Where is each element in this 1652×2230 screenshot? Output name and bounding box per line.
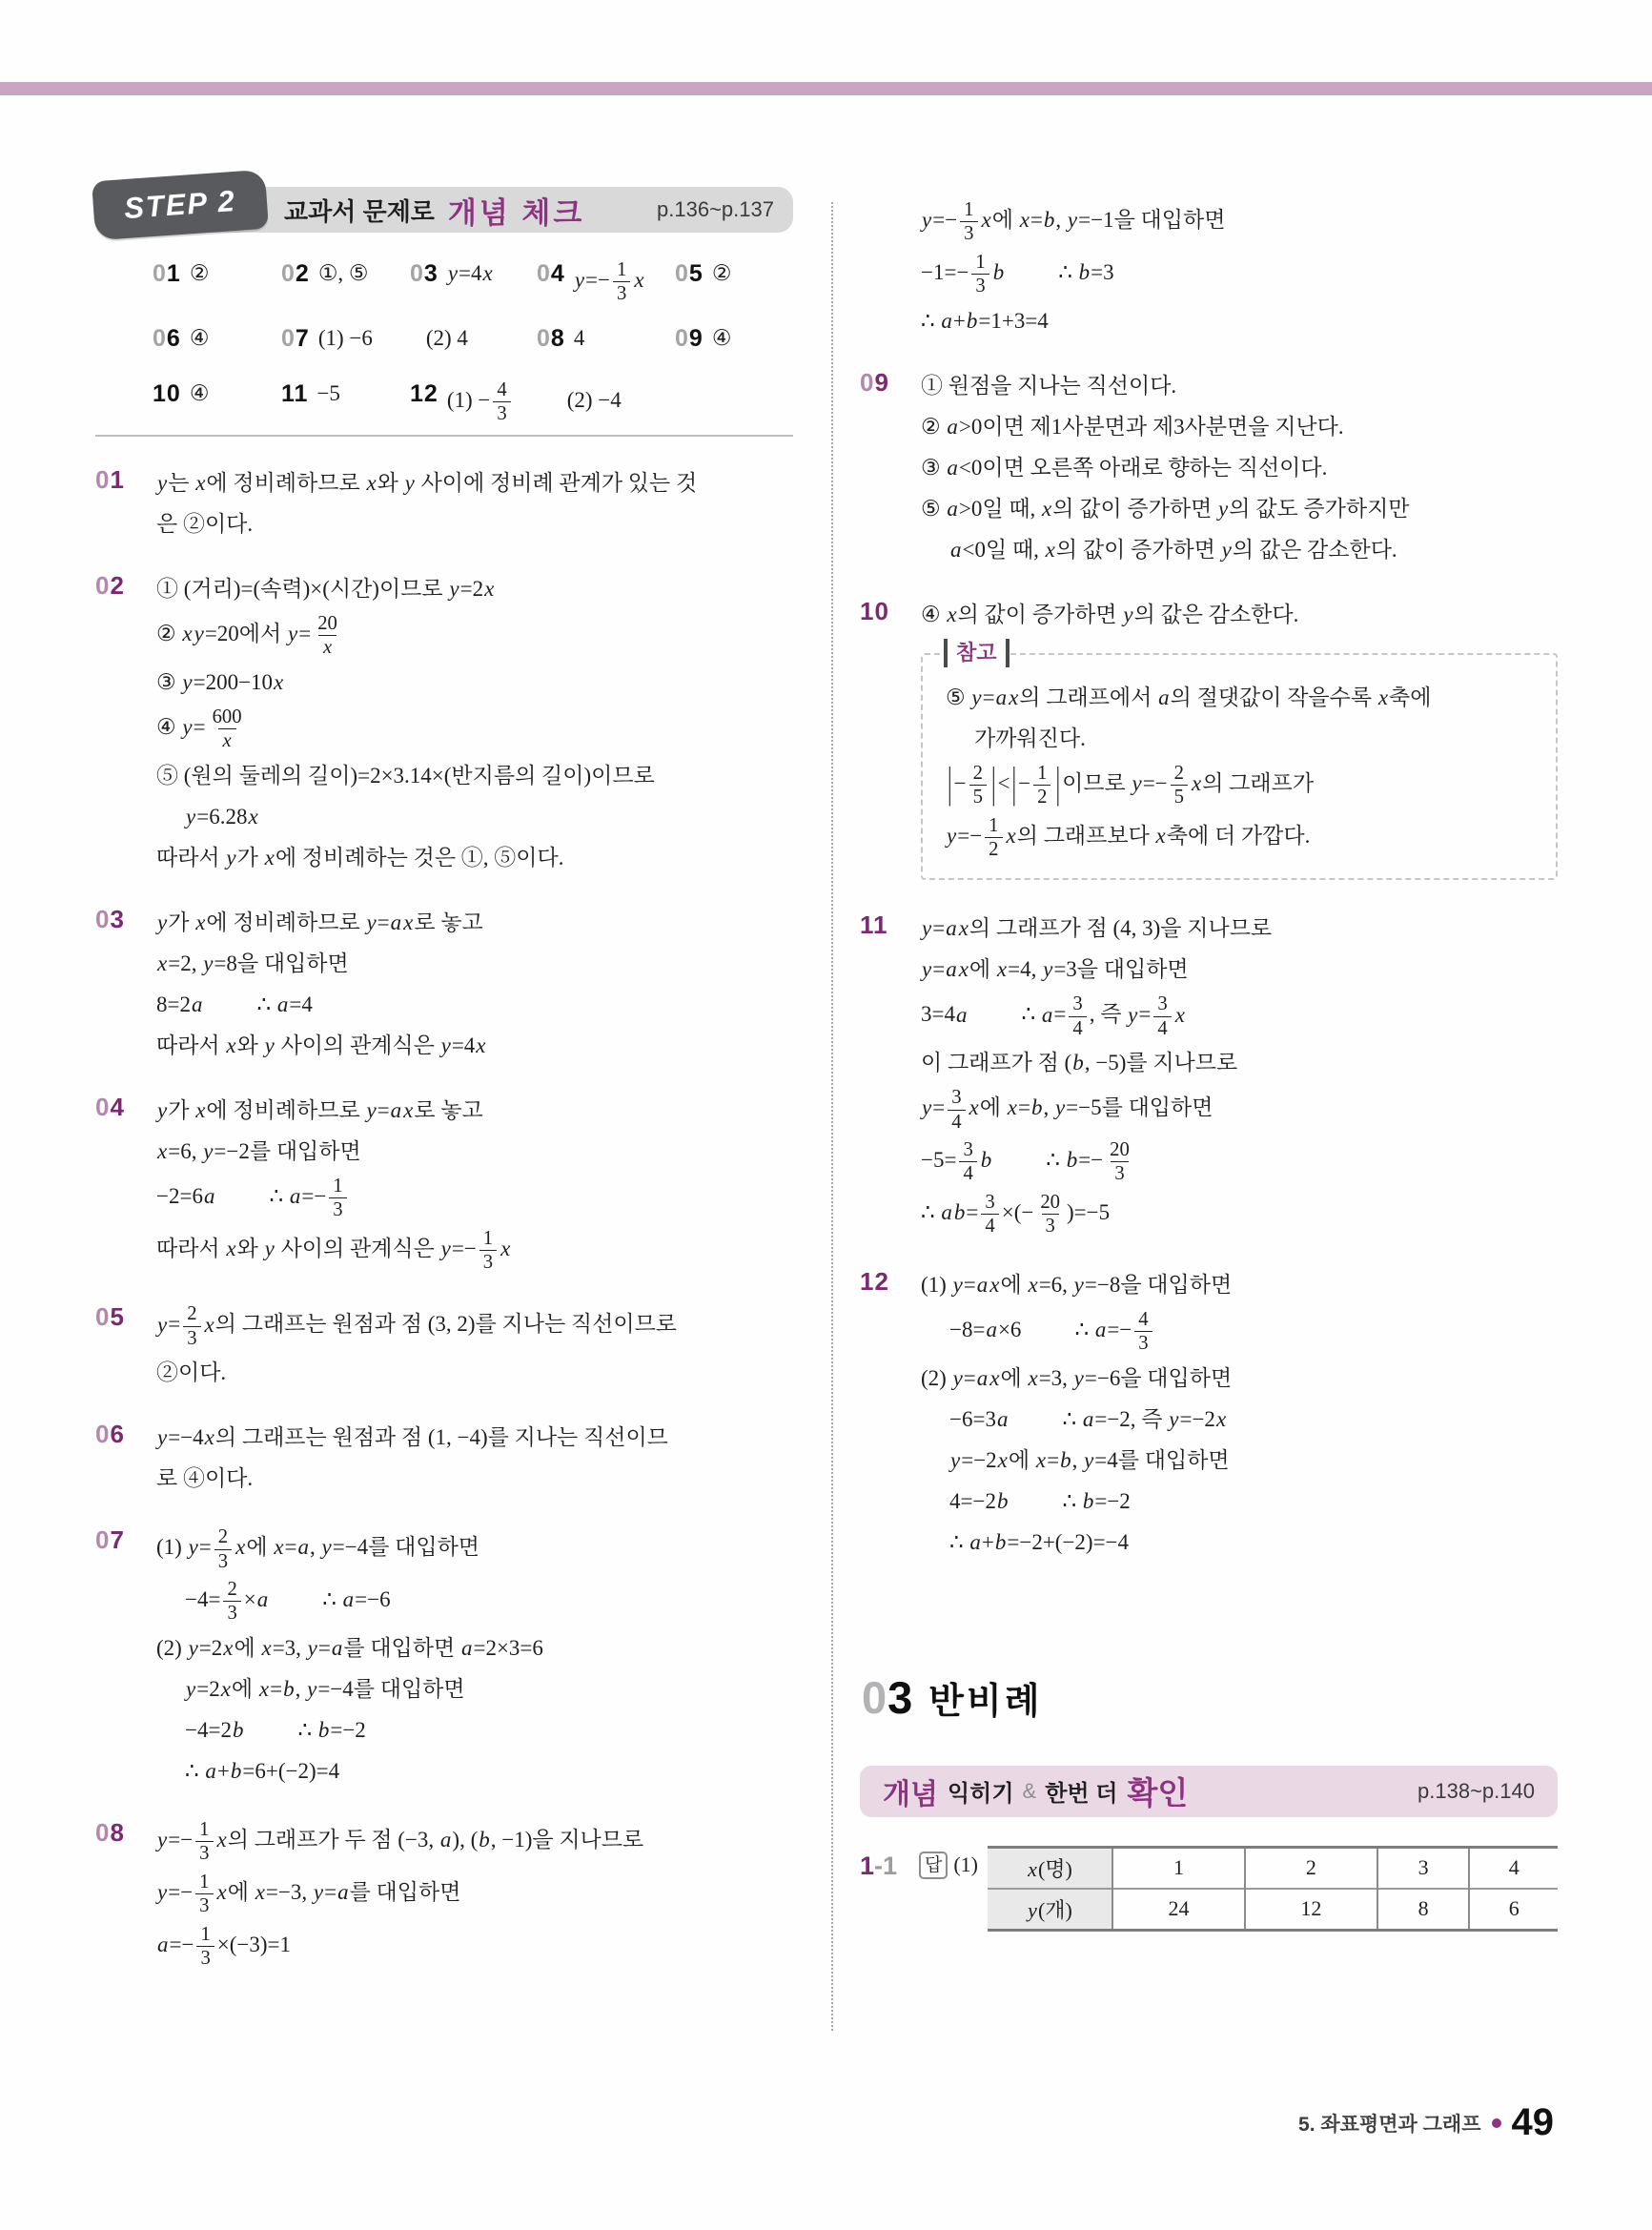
abs-bar: | xyxy=(1055,758,1061,807)
fraction: $\frac{1}{3}$ xyxy=(196,1923,214,1971)
table-row-header: x(명) xyxy=(988,1847,1112,1889)
solution-item xyxy=(860,907,1558,1241)
concept-bar-word4: 확인 xyxy=(1127,1775,1189,1811)
fraction: $\frac{20}{3}$ xyxy=(1110,1139,1130,1185)
solution-item xyxy=(95,1814,793,1974)
answer-item-11 xyxy=(281,378,340,410)
solution-line: −2=6a ∴ a=− $\frac{1}{3}$ xyxy=(156,1174,793,1223)
solution-body xyxy=(921,1263,1558,1565)
fraction: $\frac{2}{3}$ xyxy=(214,1525,232,1573)
fraction: $\frac{2}{3}$ xyxy=(223,1578,240,1626)
section-number-black: 3 xyxy=(887,1671,914,1723)
solution-number: 11 xyxy=(860,910,888,940)
solution-line: y는 x에 정비례하므로 x와 y 사이에 정비례 관계가 있는 것 xyxy=(157,471,698,495)
table-row xyxy=(988,1847,1558,1889)
answer-label-box: 답 xyxy=(919,1852,948,1879)
footer-page-number: 49 xyxy=(1511,2101,1554,2143)
answer-number: 07 xyxy=(281,325,310,352)
solution-line: y=− $\frac{1}{2}$ x의 그래프보다 x축에 더 가깝다. xyxy=(947,814,1311,860)
footer-bullet-icon xyxy=(1492,2118,1501,2128)
answer-value: ② xyxy=(189,261,210,285)
table-cell: 6 xyxy=(1469,1889,1558,1931)
fraction: $\frac{2}{5}$ xyxy=(1171,762,1188,809)
solution-body xyxy=(156,1814,793,1974)
solution-line: ∴ a+b=6+(−2)=4 xyxy=(185,1758,340,1783)
fraction: $\frac{4}{3}$ xyxy=(493,378,510,426)
solution-line: ⑤ a>0일 때, x의 값이 증가하면 y의 값도 증가하지만 xyxy=(921,496,1410,521)
solution-line: 8=2a ∴ a=4 xyxy=(156,992,313,1016)
solution-line: y=− $\frac{1}{3}$ x에 x=−3, y=a를 대입하면 xyxy=(157,1871,461,1917)
header-title-prefix: 교과서 문제로 xyxy=(284,196,435,226)
answer-value: ④ xyxy=(711,326,732,350)
section-number xyxy=(862,1671,913,1724)
answer-key-divider xyxy=(95,435,793,437)
answer-value: ② xyxy=(711,261,732,285)
solution-body xyxy=(156,901,793,1068)
solution-line: y=2x에 x=b, y=−4를 대입하면 xyxy=(186,1676,465,1701)
concept-bar xyxy=(860,1766,1558,1817)
answer-number: 06 xyxy=(153,325,181,352)
solution-line: 따라서 y가 x에 정비례하는 것은 ①, ⑤이다. xyxy=(156,845,564,869)
problem-1-1 xyxy=(860,1846,1558,1932)
solution-body xyxy=(156,1522,793,1793)
abs-bar: | xyxy=(1011,758,1017,807)
answer-value: y=− $\frac{1}{3}$ x xyxy=(574,259,644,305)
solution-item xyxy=(860,194,1558,343)
answer-number: 04 xyxy=(537,260,565,287)
solution-number: 08 xyxy=(95,1817,125,1847)
solution-number: 02 xyxy=(95,571,125,600)
solution-number: 04 xyxy=(95,1092,125,1121)
solution-line: y=− $\frac{1}{3}$ x의 그래프가 두 점 (−3, a), (b, −1)을 지나므로 xyxy=(157,1818,644,1865)
fraction: $\frac{1}{3}$ xyxy=(329,1175,346,1222)
solution-line: −4=2b ∴ b=−2 xyxy=(185,1717,366,1742)
footer-chapter-title: 5. 좌표평면과 그래프 xyxy=(1298,2113,1481,2136)
answer-value: (1) −6 (2) 4 xyxy=(317,326,468,350)
solution-line: |− $\frac{2}{5}$ |<|− $\frac{1}{2}$ |이므로 y=− $\frac{2}{5}$ x의 그래프가 xyxy=(946,761,1539,810)
solution-line: 은 ②이다. xyxy=(156,512,254,536)
solution-line: ① (거리)=(속력)×(시간)이므로 y=2x xyxy=(156,577,495,601)
answer-part-label: (1) xyxy=(953,1852,979,1877)
fraction: $\frac{1}{2}$ xyxy=(985,814,1002,862)
solution-line: x=2, y=8을 대입하면 xyxy=(157,951,349,975)
reference-box-label: 참고 xyxy=(944,639,1010,667)
fraction: $\frac{20}{x}$ xyxy=(317,613,337,659)
answer-item-12 xyxy=(410,378,622,427)
solution-line: 3=4a ∴ a= $\frac{3}{4}$ , 즉 y= $\frac{3}{4}$ x xyxy=(921,993,1185,1039)
solution-body xyxy=(156,461,793,546)
step2-badge xyxy=(92,170,269,241)
answer-key xyxy=(95,256,793,429)
solutions-left xyxy=(95,461,793,1974)
answer-lead xyxy=(919,1846,978,1879)
page-footer xyxy=(1298,2101,1554,2144)
solution-item xyxy=(95,567,793,880)
solution-line: −6=3a ∴ a=−2, 즉 y=−2x xyxy=(949,1406,1227,1431)
concept-bar-word2: 익히기 xyxy=(947,1781,1014,1808)
fraction: $\frac{3}{4}$ xyxy=(1153,992,1171,1040)
reference-box xyxy=(921,640,1558,881)
fraction: $\frac{1}{3}$ xyxy=(971,251,989,298)
step2-header xyxy=(95,177,793,240)
solution-line: y= $\frac{2}{3}$ x의 그래프는 원점과 점 (3, 2)를 지나는 직선이므로 xyxy=(157,1303,678,1349)
solution-line: −1=− $\frac{1}{3}$ b ∴ b=3 xyxy=(921,251,1114,297)
solution-body xyxy=(921,907,1558,1241)
xy-value-table xyxy=(988,1846,1558,1932)
abs-bar: | xyxy=(990,758,996,807)
concept-bar-word1: 개념 xyxy=(883,1778,938,1811)
table-cell: 4 xyxy=(1469,1847,1558,1889)
concept-bar-page-range: p.138~p.140 xyxy=(1417,1778,1535,1803)
fraction: $\frac{1}{3}$ xyxy=(479,1227,497,1275)
solution-line: −4= $\frac{2}{3}$ ×a ∴ a=−6 xyxy=(185,1579,391,1625)
solution-line: (1) y= $\frac{2}{3}$ x에 x=a, y=−4를 대입하면 xyxy=(156,1526,480,1572)
solution-line: y=6.28x xyxy=(186,804,258,829)
solution-body xyxy=(921,194,1558,343)
fraction: $\frac{1}{3}$ xyxy=(195,1818,213,1866)
table-cell: 12 xyxy=(1245,1889,1377,1931)
fraction: $\frac{1}{3}$ xyxy=(960,198,977,246)
table-cell: 2 xyxy=(1245,1847,1377,1889)
solution-line: ④ x의 값이 증가하면 y의 값은 감소한다. xyxy=(921,602,1299,626)
fraction: $\frac{1}{3}$ xyxy=(195,1871,213,1918)
answer-item-07 xyxy=(281,322,468,355)
fraction: $\frac{3}{4}$ xyxy=(981,1191,998,1238)
answer-item-06 xyxy=(153,322,209,355)
solution-line: x=6, y=−2를 대입하면 xyxy=(157,1138,361,1163)
solution-item xyxy=(860,593,1558,887)
solution-number: 05 xyxy=(95,1302,125,1332)
answer-number: 12 xyxy=(410,380,438,407)
solution-item xyxy=(860,364,1558,572)
answer-number: 01 xyxy=(153,260,181,287)
fraction: $\frac{3}{4}$ xyxy=(1069,992,1086,1040)
solution-line: 로 ④이다. xyxy=(156,1466,254,1491)
solution-line: 가까워진다. xyxy=(974,726,1086,750)
fraction: $\frac{600}{x}$ xyxy=(212,706,242,752)
solution-line: ∴ a+b=1+3=4 xyxy=(921,308,1049,333)
solution-line: ②이다. xyxy=(156,1361,227,1385)
solution-line: (2) y=2x에 x=3, y=a를 대입하면 a=2×3=6 xyxy=(156,1635,543,1660)
solution-line: y=ax에 x=4, y=3을 대입하면 xyxy=(922,957,1189,982)
table-row-header: y(개) xyxy=(988,1889,1112,1931)
solution-line: y가 x에 정비례하므로 y=ax로 놓고 xyxy=(157,1097,483,1122)
answer-value: ④ xyxy=(189,381,210,405)
answer-value: ④ xyxy=(189,326,210,350)
solution-body xyxy=(156,1089,793,1279)
table-cell: 24 xyxy=(1112,1889,1245,1931)
solution-line: ∴ a+b=−2+(−2)=−4 xyxy=(949,1529,1130,1554)
table-cell: 1 xyxy=(1112,1847,1245,1889)
answer-number: 03 xyxy=(410,260,438,287)
solution-item xyxy=(860,1263,1558,1565)
solution-line: ∴ ab= $\frac{3}{4}$ ×(− $\frac{20}{3}$ )=−5 xyxy=(921,1191,1111,1238)
concept-bar-word3: 한번 더 xyxy=(1045,1781,1118,1808)
solution-line: 따라서 x와 y 사이의 관계식은 y=− $\frac{1}{3}$ x xyxy=(156,1227,511,1273)
answer-item-08 xyxy=(537,322,584,355)
section-number-gray: 0 xyxy=(862,1671,888,1723)
solution-number: 01 xyxy=(95,465,125,494)
answer-item-09 xyxy=(675,322,731,355)
solution-line: 이 그래프가 점 (b, −5)를 지나므로 xyxy=(921,1051,1238,1075)
solution-line: y=− $\frac{1}{3}$ x에 x=b, y=−1을 대입하면 xyxy=(922,199,1226,245)
solution-line: y=−4x의 그래프는 원점과 점 (1, −4)를 지나는 직선이므 xyxy=(157,1425,668,1450)
solution-number: 09 xyxy=(860,367,889,397)
solution-line: ② xy=20에서 y= $\frac{20}{x}$ xyxy=(156,611,793,661)
solutions-right xyxy=(860,177,1558,1565)
problem-number-sub: -1 xyxy=(874,1851,898,1880)
solution-line: y가 x에 정비례하므로 y=ax로 놓고 xyxy=(157,910,483,934)
column-divider xyxy=(831,202,833,2031)
solution-item xyxy=(95,1416,793,1501)
fraction: $\frac{2}{3}$ xyxy=(183,1302,200,1350)
top-decoration-band xyxy=(0,82,1652,95)
fraction: $\frac{3}{4}$ xyxy=(948,1086,965,1134)
solution-line: ⑤ y=ax의 그래프에서 a의 절댓값이 작을수록 x축에 xyxy=(946,685,1432,709)
solution-body xyxy=(921,593,1558,887)
answer-number: 08 xyxy=(537,325,565,352)
answer-item-01 xyxy=(153,257,209,290)
solution-item xyxy=(95,1299,793,1395)
solution-body xyxy=(156,1299,793,1395)
solution-item xyxy=(95,901,793,1068)
answer-value: y=4x xyxy=(447,261,493,285)
solution-line: ② a>0이면 제1사분면과 제3사분면을 지난다. xyxy=(921,414,1344,439)
solution-line: ③ y=200−10x xyxy=(156,669,284,694)
answer-number: 11 xyxy=(281,380,309,407)
solution-line: y= $\frac{3}{4}$ x에 x=b, y=−5를 대입하면 xyxy=(922,1087,1214,1133)
solution-line: 4=−2b ∴ b=−2 xyxy=(949,1488,1131,1513)
fraction: $\frac{4}{3}$ xyxy=(1134,1308,1152,1356)
fraction: $\frac{1}{2}$ xyxy=(1033,762,1050,809)
solution-body xyxy=(156,1416,793,1501)
solution-number: 03 xyxy=(95,904,125,933)
answer-value: ①, ⑤ xyxy=(317,261,369,285)
abs-bar: | xyxy=(948,758,952,807)
problem-number-main: 1 xyxy=(860,1851,875,1880)
answer-item-05 xyxy=(675,257,731,290)
answer-value: (1) − $\frac{4}{3}$ (2) −4 xyxy=(446,379,622,425)
section-title: 반비례 xyxy=(928,1681,1043,1722)
answer-number: 02 xyxy=(281,260,310,287)
fraction: $\frac{3}{4}$ xyxy=(959,1138,976,1186)
answer-number: 10 xyxy=(153,380,181,407)
answer-item-02 xyxy=(281,257,369,290)
solution-number: 06 xyxy=(95,1420,125,1449)
solution-line: (1) y=ax에 x=6, y=−8을 대입하면 xyxy=(921,1272,1233,1297)
solution-number: 12 xyxy=(860,1266,889,1296)
solution-line: y=ax의 그래프가 점 (4, 3)을 지나므로 xyxy=(922,916,1273,941)
solution-number: 10 xyxy=(860,596,889,625)
fraction: $\frac{1}{3}$ xyxy=(613,258,630,306)
solution-line: a=− $\frac{1}{3}$ ×(−3)=1 xyxy=(157,1923,292,1970)
solution-line: y=−2x에 x=b, y=4를 대입하면 xyxy=(950,1447,1230,1472)
answer-number: 05 xyxy=(675,260,704,287)
solution-item xyxy=(95,461,793,546)
solution-line: (2) y=ax에 x=3, y=−6을 대입하면 xyxy=(921,1365,1233,1390)
header-page-range: p.136~p.137 xyxy=(657,197,774,221)
solution-item xyxy=(95,1089,793,1279)
concept-bar-ampersand: & xyxy=(1022,1778,1037,1803)
problem-number xyxy=(860,1846,919,1881)
answer-item-04 xyxy=(537,257,645,307)
fraction: $\frac{20}{3}$ xyxy=(1040,1191,1061,1238)
answer-value: −5 xyxy=(316,381,340,405)
answer-value: 4 xyxy=(573,326,585,350)
step2-badge-label: STEP 2 xyxy=(123,183,237,226)
table-cell: 3 xyxy=(1377,1847,1469,1889)
table-row xyxy=(988,1889,1558,1931)
solution-line: ③ a<0이면 오른쪽 아래로 향하는 직선이다. xyxy=(921,455,1328,480)
solution-line: a<0일 때, x의 값이 증가하면 y의 값은 감소한다. xyxy=(950,537,1397,562)
solution-line: ④ y= $\frac{600}{x}$ xyxy=(156,705,793,754)
answer-item-10 xyxy=(153,378,209,410)
solution-line: −5= $\frac{3}{4}$ b ∴ b=− $\frac{20}{3}$ xyxy=(921,1137,1558,1187)
solution-line: −8=a×6 ∴ a=− $\frac{4}{3}$ xyxy=(921,1307,1558,1357)
solution-line: 따라서 x와 y 사이의 관계식은 y=4x xyxy=(156,1033,486,1057)
section-heading xyxy=(862,1671,1558,1724)
solution-line: ⑤ (원의 둘레의 길이)=2×3.14×(반지름의 길이)이므로 xyxy=(156,763,655,788)
solution-number xyxy=(860,194,921,343)
solution-body xyxy=(921,364,1558,572)
solution-line: ① 원점을 지나는 직선이다. xyxy=(921,373,1177,398)
answer-item-03 xyxy=(410,257,494,290)
answer-number: 09 xyxy=(675,325,704,352)
header-title-main: 개념 체크 xyxy=(447,195,585,230)
solution-number: 07 xyxy=(95,1525,125,1555)
left-column xyxy=(95,177,793,1995)
table-cell: 8 xyxy=(1377,1889,1469,1931)
solution-body xyxy=(156,567,793,880)
right-column xyxy=(860,177,1558,1932)
solution-item xyxy=(95,1522,793,1793)
fraction: $\frac{2}{5}$ xyxy=(969,762,987,809)
